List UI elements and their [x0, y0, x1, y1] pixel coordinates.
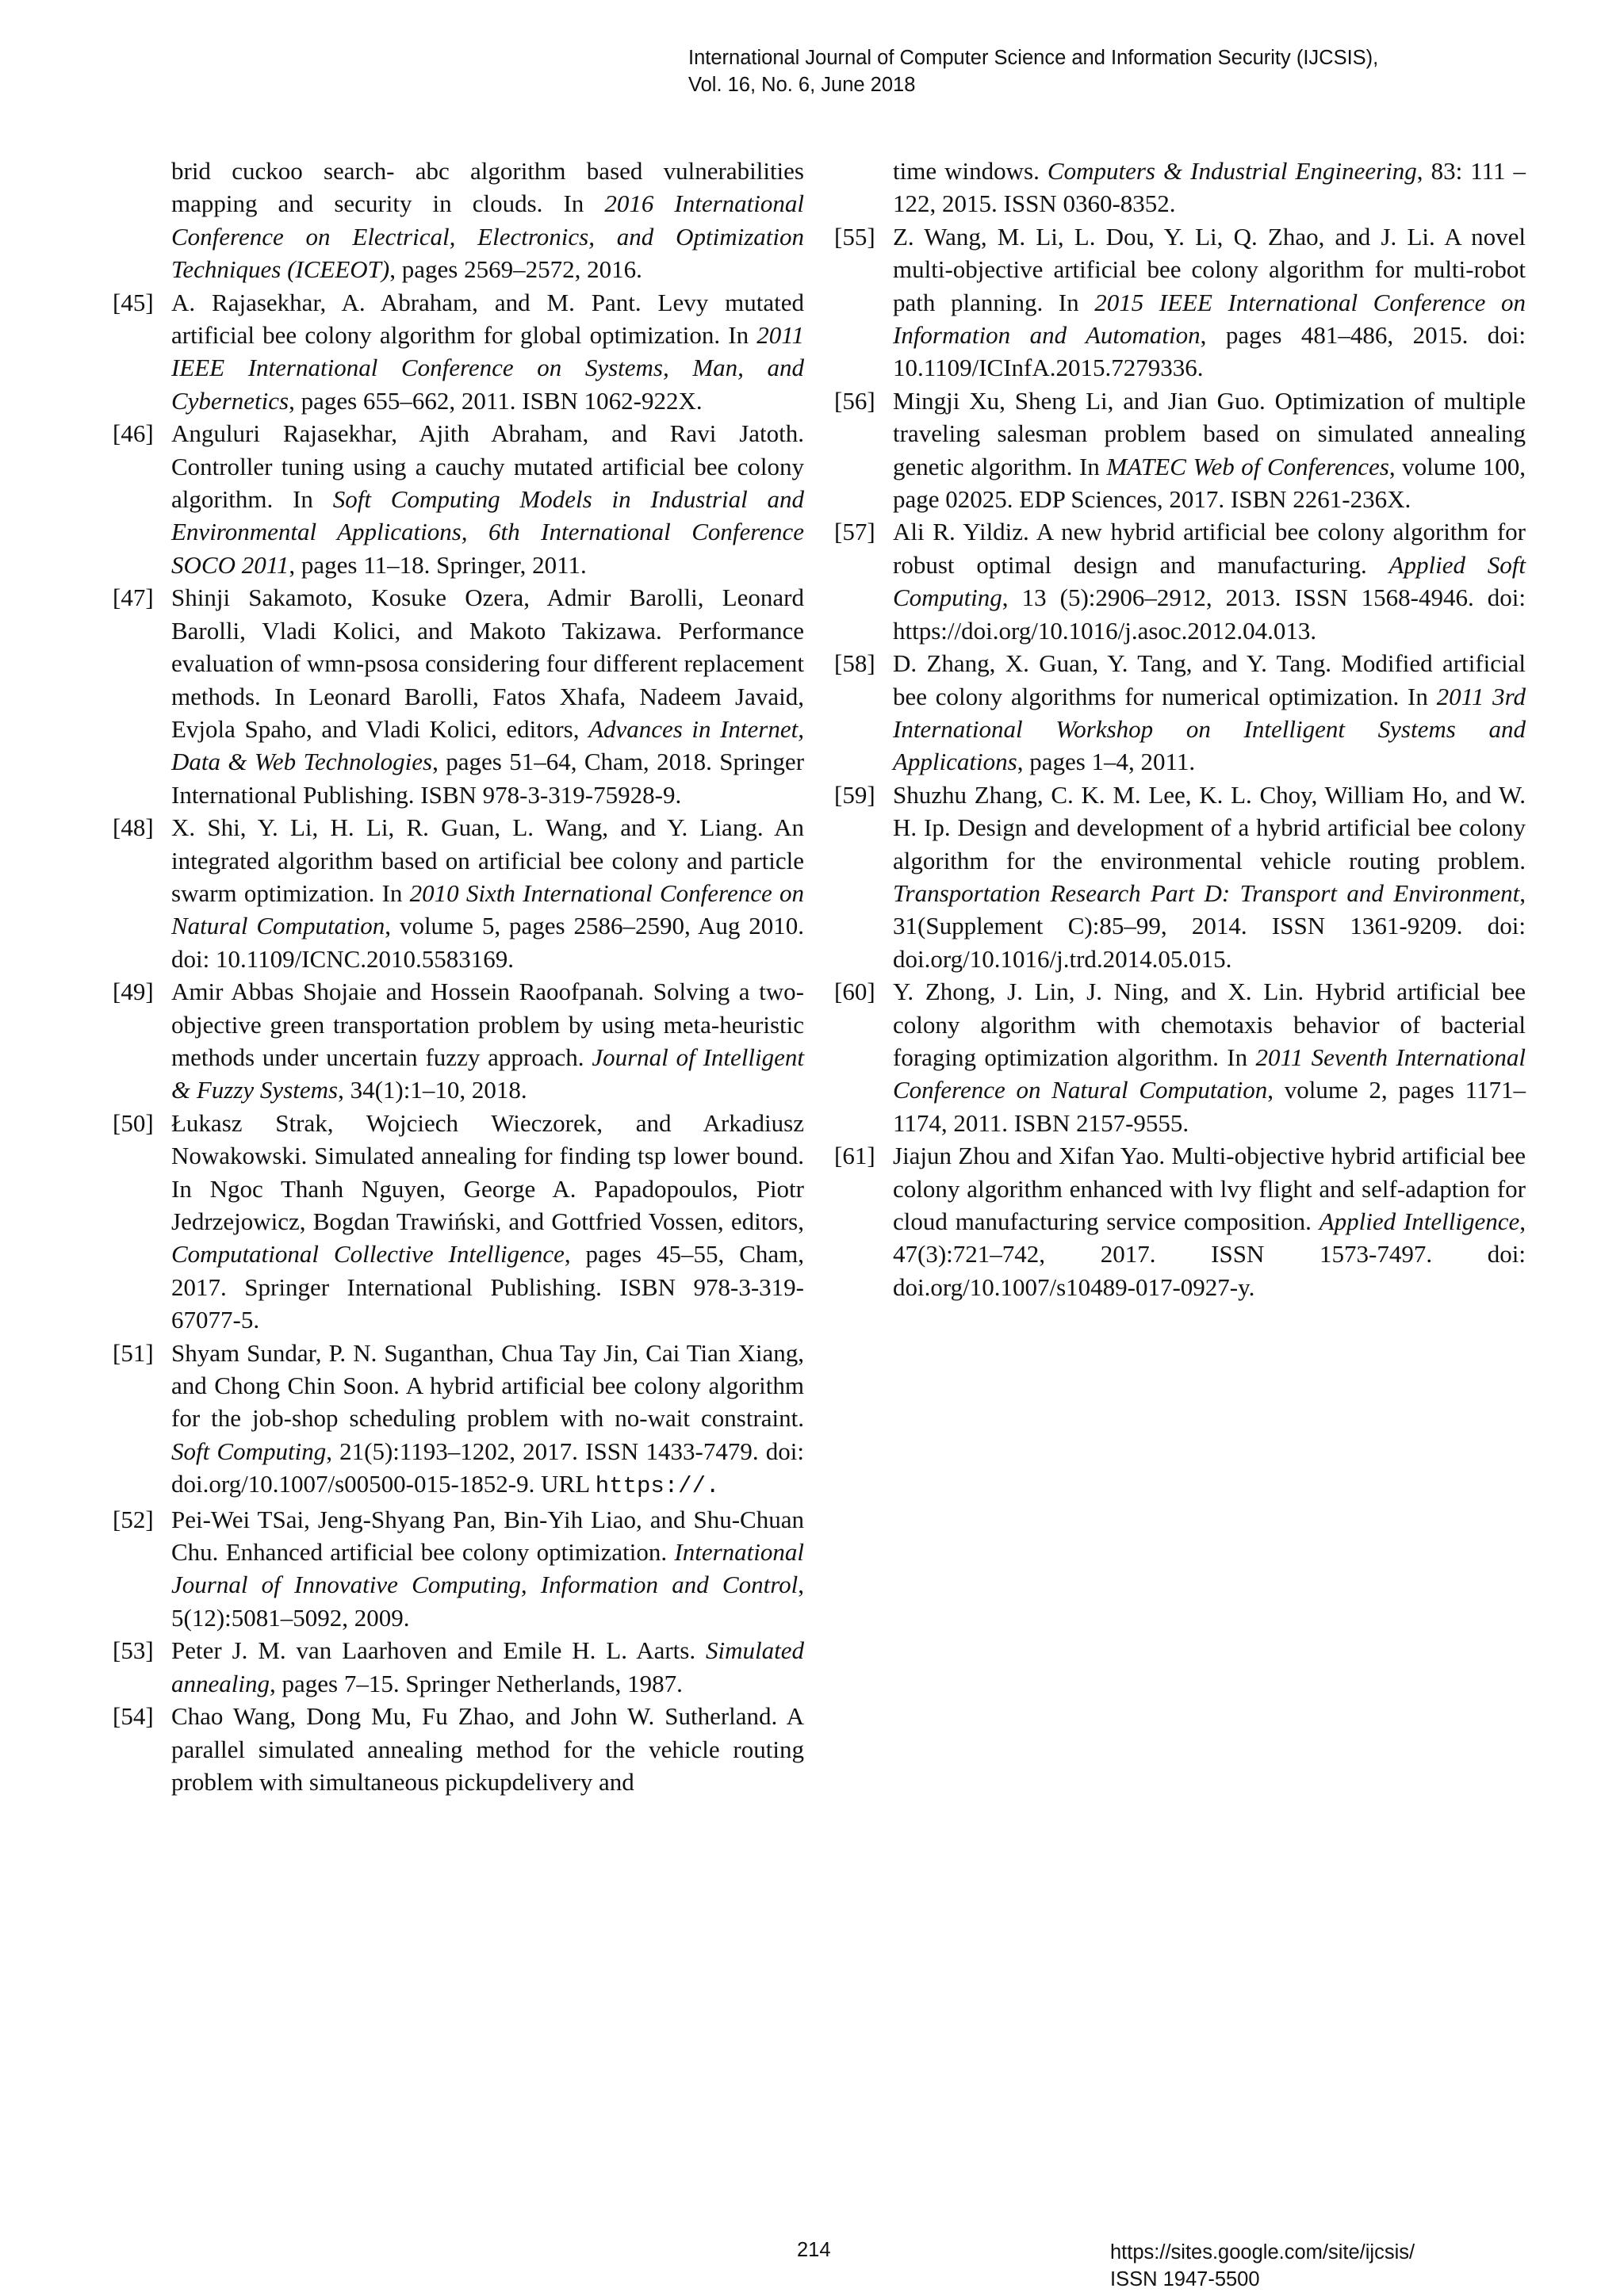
reference-entry — [113, 417, 804, 581]
reference-source-italic: International Journal of Innovative Computing, Information and Control — [171, 1538, 804, 1599]
reference-number: [46] — [113, 419, 154, 448]
reference-number: [51] — [113, 1338, 154, 1367]
reference-fragment: Mingji Xu, Sheng Li, and Jian Guo. Optimization of multiple traveling salesman problem based on simulated annealing genetic algorithm. In — [893, 386, 1526, 480]
reference-number: [61] — [834, 1142, 875, 1170]
reference-entry — [834, 220, 1526, 385]
reference-fragment: , volume 100, page 02025. EDP Sciences, 2017. ISBN 2261-236X. — [893, 452, 1526, 514]
reference-text — [893, 1139, 1526, 1303]
reference-fragment: Jiajun Zhou and Xifan Yao. Multi-objective hybrid artificial bee colony algorithm enhanced with lvy flight and self-adaption for cloud manufacturing service composition. — [893, 1142, 1526, 1235]
footer-info — [1110, 2239, 1586, 2293]
reference-text — [171, 811, 804, 975]
reference-entry — [834, 779, 1526, 975]
reference-text — [171, 417, 804, 581]
reference-fragment: Łukasz Strak, Wojciech Wieczorek, and Arkadiusz Nowakowski. Simulated annealing for finding tsp lower bound. In Ngoc Thanh Nguyen, George A. Papadopoulos, Piotr Jedrzejowicz, Bogdan Trawiński, and Gottfried Vossen, editors, — [171, 1108, 804, 1235]
reference-text — [171, 286, 804, 418]
reference-fragment: , pages 1–4, 2011. — [1017, 748, 1196, 776]
reference-number: [48] — [113, 813, 154, 842]
reference-entry — [113, 1700, 804, 1798]
journal-volume-line: Vol. 16, No. 6, June 2018 — [688, 74, 916, 96]
page-number: 214 — [797, 2239, 831, 2261]
reference-fragment: , pages 481–486, 2015. doi: 10.1109/ICInfA.2015.7279336. — [893, 321, 1526, 382]
reference-fragment: Peter J. M. van Laarhoven and Emile H. L. Aarts. — [171, 1636, 706, 1665]
reference-source-italic: 2015 IEEE International Conference on Information and Automation — [893, 288, 1526, 350]
reference-text — [171, 1337, 804, 1503]
reference-fragment: Shuzhu Zhang, C. K. M. Lee, K. L. Choy, William Ho, and W. H. Ip. Design and development of a hybrid artificial bee colony algorithm for the environmental vehicle routing problem. — [893, 780, 1526, 874]
reference-fragment: , 47(3):721–742, 2017. ISSN 1573-7497. doi: doi.org/10.1007/s10489-017-0927-y. — [893, 1207, 1526, 1301]
reference-fragment: , 31(Supplement C):85–99, 2014. ISSN 1361-9209. doi: doi.org/10.1016/j.trd.2014.05.015. — [893, 878, 1526, 973]
footer-issn: ISSN 1947-5500 — [1110, 2268, 1260, 2290]
reference-source-italic: Computers & Industrial Engineering — [1047, 157, 1417, 185]
reference-source-italic: Advances in Internet, Data & Web Technologies — [171, 714, 804, 776]
reference-number: [57] — [834, 518, 875, 546]
reference-entry — [113, 1634, 804, 1700]
reference-fragment: , volume 2, pages 1171–1174, 2011. ISBN 2157-9555. — [893, 1076, 1526, 1137]
reference-fragment: D. Zhang, X. Guan, Y. Tang, and Y. Tang. Modified artificial bee colony algorithms for numerical optimization. In — [893, 649, 1526, 710]
reference-text — [893, 647, 1526, 779]
reference-fragment: , 13 (5):2906–2912, 2013. ISSN 1568-4946. doi: https://doi.org/10.1016/j.asoc.2012.04.013. — [893, 584, 1526, 645]
reference-source-italic: 2016 International Conference on Electrical, Electronics, and Optimization Techniques (ICEEOT) — [171, 189, 804, 284]
reference-fragment: Shinji Sakamoto, Kosuke Ozera, Admir Barolli, Leonard Barolli, Vladi Kolici, and Makoto Takizawa. Performance evaluation of wmn-psosa considering four different replacement methods. In Leonard Barolli, Fatos Xhafa, Nadeem Javaid, Evjola Spaho, and Vladi Kolici, editors, — [171, 584, 804, 743]
references-column-right — [834, 155, 1526, 1303]
reference-fragment: , pages 11–18. Springer, 2011. — [289, 550, 587, 579]
reference-number: [54] — [113, 1702, 154, 1731]
reference-number: [60] — [834, 978, 875, 1006]
reference-text — [171, 155, 804, 286]
reference-fragment: Chao Wang, Dong Mu, Fu Zhao, and John W. Sutherland. A parallel simulated annealing method for the vehicle routing problem with simultaneous pickupdelivery and — [171, 1702, 804, 1796]
reference-fragment: , 21(5):1193–1202, 2017. ISSN 1433-7479. doi: doi.org/10.1007/s00500-015-1852-9. URL — [171, 1437, 804, 1498]
reference-source-italic: Soft Computing — [171, 1437, 327, 1465]
reference-fragment: A. Rajasekhar, A. Abraham, and M. Pant. Levy mutated artificial bee colony algorithm for global optimization. In — [171, 288, 804, 350]
reference-text — [171, 1503, 804, 1635]
reference-text — [893, 155, 1526, 220]
reference-source-italic: Applied Soft Computing — [893, 550, 1526, 612]
reference-number: [50] — [113, 1108, 154, 1137]
reference-number: [52] — [113, 1505, 154, 1533]
reference-fragment: brid cuckoo search- abc algorithm based vulnerabilities mapping and security in clouds. In — [171, 157, 804, 218]
reference-source-italic: 2010 Sixth International Conference on Natural Computation — [171, 878, 804, 940]
reference-fragment: , pages 7–15. Springer Netherlands, 1987. — [270, 1669, 683, 1697]
footer-url: https://sites.google.com/site/ijcsis/ — [1110, 2241, 1415, 2263]
reference-fragment: , pages 655–662, 2011. ISBN 1062-922X. — [289, 386, 703, 415]
reference-fragment: , pages 51–64, Cham, 2018. Springer International Publishing. ISBN 978-3-319-75928-9. — [171, 748, 805, 809]
reference-source-italic: Computational Collective Intelligence — [171, 1240, 565, 1269]
reference-entry — [834, 647, 1526, 779]
reference-source-italic: 2011 Seventh International Conference on Natural Computation — [893, 1043, 1526, 1104]
journal-header — [688, 44, 1561, 98]
reference-source-italic: Soft Computing Models in Industrial and Environmental Applications, 6th International Conference SOCO 2011 — [171, 485, 805, 579]
reference-number: [53] — [113, 1636, 154, 1665]
reference-source-italic: 2011 IEEE International Conference on Systems, Man, and Cybernetics — [171, 321, 804, 415]
reference-number: [49] — [113, 978, 154, 1006]
reference-source-italic: Applied Intelligence — [1319, 1207, 1520, 1235]
reference-text — [171, 1107, 804, 1337]
reference-fragment: Ali R. Yildiz. A new hybrid artificial bee colony algorithm for robust optimal design and manufacturing. — [893, 518, 1526, 579]
reference-number: [55] — [834, 222, 875, 251]
reference-entry — [113, 155, 804, 286]
reference-fragment: Anguluri Rajasekhar, Ajith Abraham, and Ravi Jatoth. Controller tuning using a cauchy mutated artificial bee colony algorithm. In — [171, 419, 804, 514]
reference-entry — [834, 385, 1526, 516]
reference-number: [58] — [834, 649, 875, 678]
reference-fragment: , volume 5, pages 2586–2590, Aug 2010. doi: 10.1109/ICNC.2010.5583169. — [171, 912, 804, 973]
reference-source-italic: 2011 3rd International Workshop on Intelligent Systems and Applications — [893, 682, 1526, 776]
reference-text — [893, 779, 1526, 975]
reference-source-italic: MATEC Web of Conferences — [1106, 452, 1389, 480]
reference-entry — [834, 155, 1526, 220]
reference-entry — [113, 286, 804, 418]
reference-entry — [113, 1337, 804, 1503]
reference-fragment: , 5(12):5081–5092, 2009. — [171, 1571, 804, 1632]
reference-fragment: Amir Abbas Shojaie and Hossein Raoofpanah. Solving a two-objective green transportation problem by using meta-heuristic methods under uncertain fuzzy approach. — [171, 978, 804, 1071]
reference-source-italic: Journal of Intelligent & Fuzzy Systems — [171, 1043, 804, 1104]
reference-source-italic: Simulated annealing — [171, 1636, 804, 1697]
reference-entry — [834, 1139, 1526, 1303]
reference-url: https://. — [595, 1473, 720, 1500]
reference-fragment: X. Shi, Y. Li, H. Li, R. Guan, L. Wang, and Y. Liang. An integrated algorithm based on artificial bee colony and particle swarm optimization. In — [171, 813, 804, 907]
reference-text — [171, 975, 804, 1107]
reference-text — [171, 1634, 804, 1700]
reference-text — [171, 1700, 804, 1798]
reference-number: [56] — [834, 386, 875, 415]
reference-number: [47] — [113, 584, 154, 612]
reference-fragment: , pages 2569–2572, 2016. — [389, 255, 642, 284]
reference-entry — [113, 975, 804, 1107]
reference-entry — [834, 515, 1526, 647]
reference-entry — [113, 581, 804, 811]
reference-fragment: , pages 45–55, Cham, 2017. Springer International Publishing. ISBN 978-3-319-67077-5. — [171, 1240, 804, 1334]
reference-text — [893, 220, 1526, 385]
references-column-left — [113, 155, 804, 1798]
reference-fragment: , 83: 111 – 122, 2015. ISSN 0360-8352. — [893, 157, 1526, 218]
reference-source-italic: Transportation Research Part D: Transport and Environment — [893, 878, 1520, 907]
reference-fragment: Y. Zhong, J. Lin, J. Ning, and X. Lin. Hybrid artificial bee colony algorithm with chemotaxis behavior of bacterial foraging optimization algorithm. In — [893, 978, 1526, 1071]
reference-entry — [113, 1503, 804, 1635]
journal-title-line: International Journal of Computer Science and Information Security (IJCSIS), — [688, 47, 1379, 69]
reference-entry — [113, 1107, 804, 1337]
reference-number: [59] — [834, 780, 875, 809]
reference-text — [893, 385, 1526, 516]
reference-number: [45] — [113, 288, 154, 316]
reference-fragment: , 34(1):1–10, 2018. — [338, 1076, 527, 1104]
reference-text — [171, 581, 804, 811]
reference-fragment: time windows. — [893, 157, 1048, 185]
reference-text — [893, 975, 1526, 1139]
reference-fragment: Shyam Sundar, P. N. Suganthan, Chua Tay Jin, Cai Tian Xiang, and Chong Chin Soon. A hybrid artificial bee colony algorithm for the job-shop scheduling problem with no-wait constraint. — [171, 1338, 804, 1433]
reference-fragment: Pei-Wei TSai, Jeng-Shyang Pan, Bin-Yih Liao, and Shu-Chuan Chu. Enhanced artificial bee colony optimization. — [171, 1505, 804, 1567]
reference-fragment: Z. Wang, M. Li, L. Dou, Y. Li, Q. Zhao, and J. Li. A novel multi-objective artificial bee colony algorithm for multi-robot path planning. In — [893, 222, 1526, 316]
reference-entry — [834, 975, 1526, 1139]
reference-text — [893, 515, 1526, 647]
reference-entry — [113, 811, 804, 975]
